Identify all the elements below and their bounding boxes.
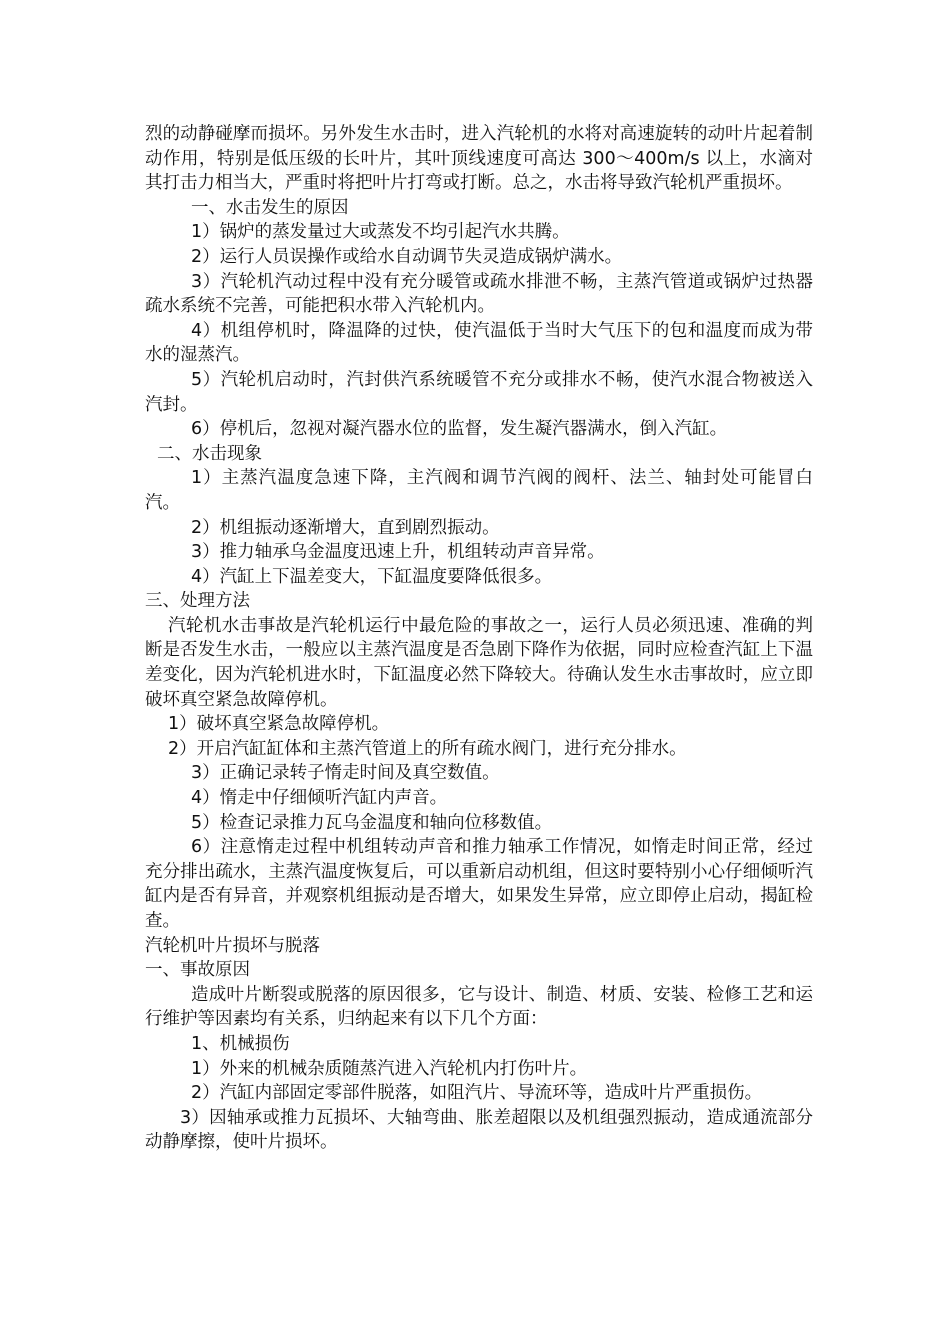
list-item: 1）主蒸汽温度急速下降，主汽阀和调节汽阀的阀杆、法兰、轴封处可能冒白汽。 <box>145 468 813 513</box>
list-item: 5）检查记录推力瓦乌金温度和轴向位移数值。 <box>191 812 553 833</box>
document-body <box>145 122 813 1155</box>
chapter-title: 汽轮机叶片损坏与脱落 <box>145 935 320 956</box>
list-item: 5）汽轮机启动时，汽封供汽系统暖管不充分或排水不畅，使汽水混合物被送入汽封。 <box>145 369 813 415</box>
list-item: 2）机组振动逐渐增大，直到剧烈振动。 <box>191 517 500 538</box>
list-item: 1）破坏真空紧急故障停机。 <box>168 714 390 735</box>
list-item: 2）汽缸内部固定零部件脱落，如阻汽片、导流环等，造成叶片严重损伤。 <box>191 1083 763 1104</box>
section-heading: 二、水击现象 <box>157 443 262 464</box>
list-item: 3）推力轴承乌金温度迅速上升，机组转动声音异常。 <box>191 542 605 563</box>
list-item: 6）注意惰走过程中机组转动声音和推力轴承工作情况，如惰走时间正常，经过充分排出疏水，主蒸汽温度恢复后，可以重新启动机组，但这时要特别小心仔细倾听汽缸内是否有异音，并观察机组振动是否增大，如果发生异常，应立即停止启动，揭缸检查。 <box>145 837 813 931</box>
subsection-heading: 1、机械损伤 <box>191 1033 290 1054</box>
list-item: 3）汽轮机汽动过程中没有充分暖管或疏水排泄不畅，主蒸汽管道或锅炉过热器疏水系统不完善，可能把积水带入汽轮机内。 <box>145 271 813 317</box>
section-heading: 一、水击发生的原因 <box>191 197 349 218</box>
section-heading: 一、事故原因 <box>145 960 250 981</box>
body-paragraph: 汽轮机水击事故是汽轮机运行中最危险的事故之一，运行人员必须迅速、准确的判断是否发生水击，一般应以主蒸汽温度是否急剧下降作为依据，同时应检查汽缸上下温差变化，因为汽轮机进水时，下缸温度必然下降较大。待确认发生水击事故时，应立即破坏真空紧急故障停机。 <box>145 615 813 710</box>
list-item: 6）停机后，忽视对凝汽器水位的监督，发生凝汽器满水，倒入汽缸。 <box>191 419 728 440</box>
body-paragraph: 烈的动静碰摩而损坏。另外发生水击时，进入汽轮机的水将对高速旋转的动叶片起着制动作用，特别是低压级的长叶片，其叶顶线速度可高达 300～400m/s 以上，水滴对其打击力相当大，严重时将把叶片打弯或打断。总之，水击将导致汽轮机严重损坏。 <box>145 124 813 194</box>
list-item: 4）惰走中仔细倾听汽缸内声音。 <box>191 788 448 809</box>
list-item: 1）外来的机械杂质随蒸汽进入汽轮机内打伤叶片。 <box>191 1058 588 1079</box>
list-item: 1）锅炉的蒸发量过大或蒸发不均引起汽水共腾。 <box>191 222 570 243</box>
list-item: 3）因轴承或推力瓦损坏、大轴弯曲、胀差超限以及机组强烈振动，造成通流部分动静摩擦，使叶片损坏。 <box>145 1107 813 1153</box>
list-item: 2）开启汽缸缸体和主蒸汽管道上的所有疏水阀门，进行充分排水。 <box>168 738 687 759</box>
list-item: 4）汽缸上下温差变大，下缸温度要降低很多。 <box>191 566 553 587</box>
list-item: 4）机组停机时，降温降的过快，使汽温低于当时大气压下的包和温度而成为带水的湿蒸汽。 <box>145 320 813 366</box>
list-item: 3）正确记录转子惰走时间及真空数值。 <box>191 763 500 784</box>
body-paragraph: 造成叶片断裂或脱落的原因很多，它与设计、制造、材质、安装、检修工艺和运行维护等因素均有关系，归纳起来有以下几个方面： <box>145 984 813 1030</box>
list-item: 2）运行人员误操作或给水自动调节失灵造成锅炉满水。 <box>191 246 623 267</box>
section-heading: 三、处理方法 <box>145 591 250 612</box>
